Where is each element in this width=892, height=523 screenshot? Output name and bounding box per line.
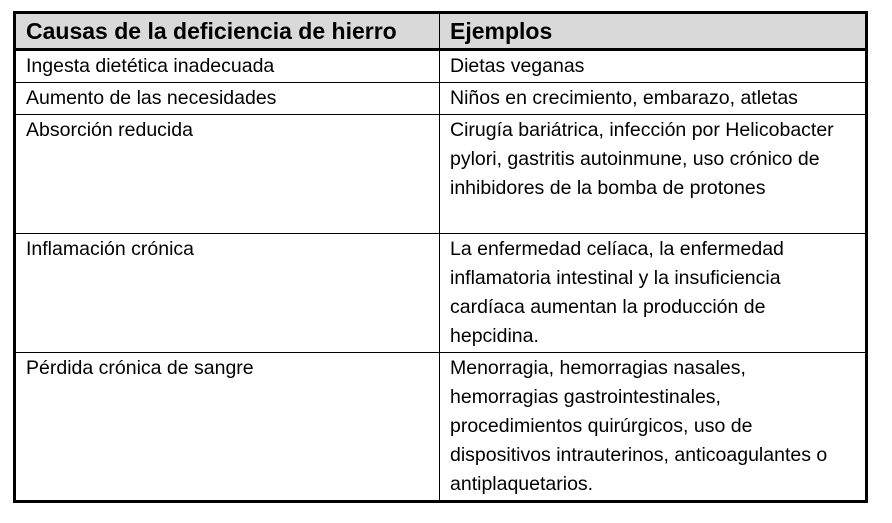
table-row [15,115,867,234]
table-row [15,50,867,83]
cause-cell: Pérdida crónica de sangre [15,353,440,502]
table-row [15,353,867,502]
cause-cell: Inflamación crónica [15,234,440,353]
example-cell: Cirugía bariátrica, infección por Helicobacter pylori, gastritis autoinmune, uso crónico de inhibidores de la bomba de protones [440,115,867,234]
header-causes: Causas de la deficiencia de hierro [15,13,440,50]
table-row [15,234,867,353]
cause-cell: Ingesta dietética inadecuada [15,50,440,83]
example-cell: Niños en crecimiento, embarazo, atletas [440,83,867,115]
example-cell: La enfermedad celíaca, la enfermedad inflamatoria intestinal y la insuficiencia cardíaca aumentan la producción de hepcidina. [440,234,867,353]
cause-cell: Aumento de las necesidades [15,83,440,115]
table-row [15,83,867,115]
header-row [15,13,867,50]
example-cell: Dietas veganas [440,50,867,83]
header-examples: Ejemplos [440,13,867,50]
cause-cell: Absorción reducida [15,115,440,234]
iron-deficiency-causes-table [13,11,868,503]
example-cell: Menorragia, hemorragias nasales, hemorragias gastrointestinales, procedimientos quirúrgicos, uso de dispositivos intrauterinos, anticoagulantes o antiplaquetarios. [440,353,867,502]
